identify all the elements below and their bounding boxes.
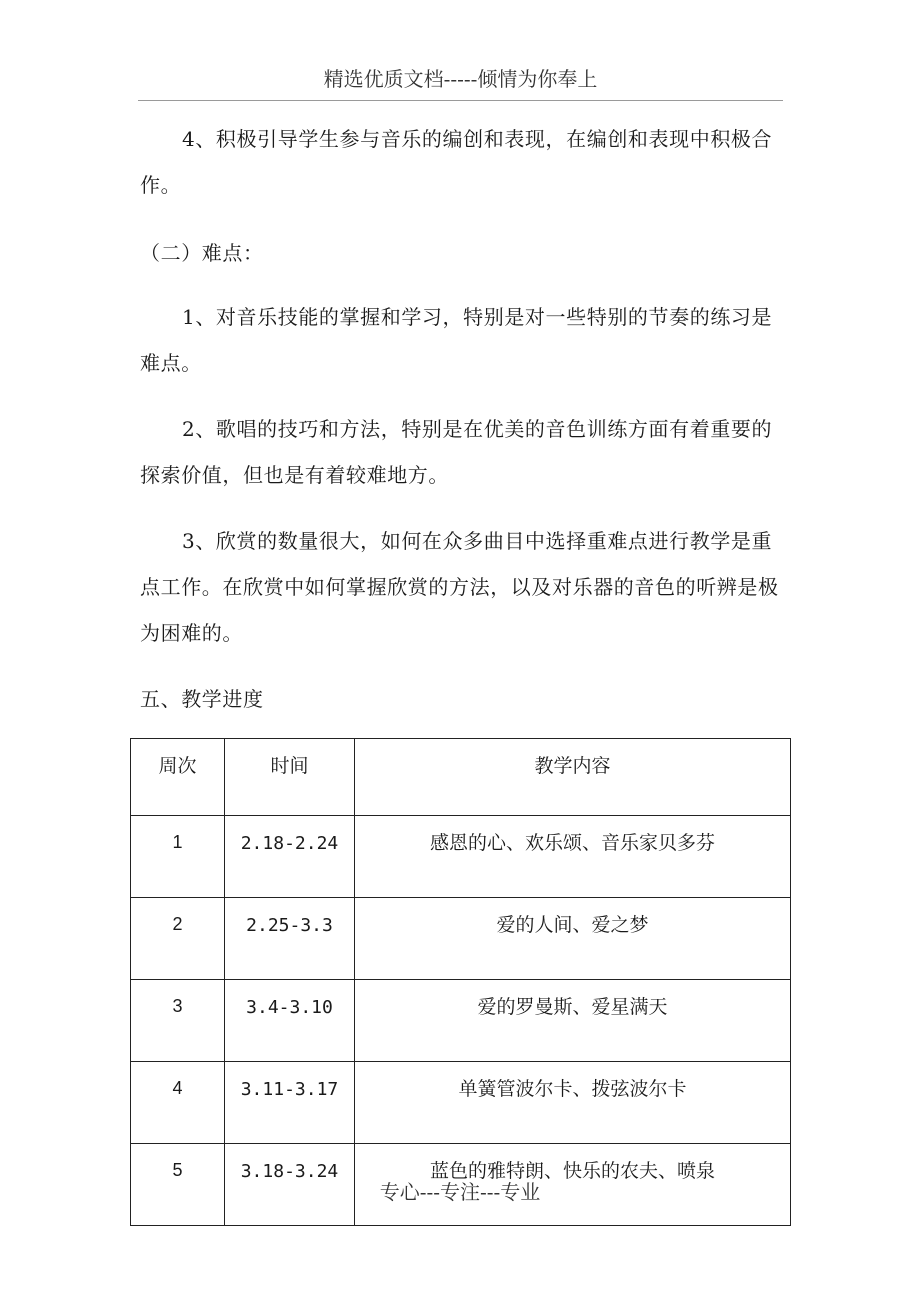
page-header: 精选优质文档-----倾情为你奉上 (138, 62, 783, 101)
paragraph-difficulty-2: 2、歌唱的技巧和方法，特别是在优美的音色训练方面有着重要的探索价值，但也是有着较难地方。 (140, 417, 773, 487)
cell-week: 1 (131, 816, 225, 898)
table-row (131, 816, 791, 898)
table-row (131, 898, 791, 980)
cell-week: 2 (131, 898, 225, 980)
cell-content: 感恩的心、欢乐颂、音乐家贝多芬 (355, 816, 791, 898)
table-row (131, 980, 791, 1062)
cell-week: 3 (131, 980, 225, 1062)
section-heading-schedule: 五、教学进度 (140, 687, 264, 711)
cell-week: 4 (131, 1062, 225, 1144)
paragraph-difficulty-1: 1、对音乐技能的掌握和学习，特别是对一些特别的节奏的练习是难点。 (140, 305, 773, 375)
page-footer: 专心---专注---专业 (379, 1180, 541, 1204)
cell-date: 3.11-3.17 (225, 1062, 355, 1144)
cell-content: 爱的人间、爱之梦 (355, 898, 791, 980)
cell-content: 蓝色的雅特朗、快乐的农夫、喷泉 (355, 1144, 791, 1226)
schedule-table (130, 738, 791, 1226)
paragraph-goal-4: 4、积极引导学生参与音乐的编创和表现，在编创和表现中积极合作。 (140, 127, 773, 197)
table-header-row (131, 739, 791, 816)
cell-week: 5 (131, 1144, 225, 1226)
header-week: 周次 (131, 739, 225, 816)
cell-content: 爱的罗曼斯、爱星满天 (355, 980, 791, 1062)
cell-date: 3.18-3.24 (225, 1144, 355, 1226)
cell-date: 2.25-3.3 (225, 898, 355, 980)
cell-content: 单簧管波尔卡、拨弦波尔卡 (355, 1062, 791, 1144)
header-content: 教学内容 (355, 739, 791, 816)
section-heading-difficulties: （二）难点： (140, 241, 264, 265)
paragraph-difficulty-3: 3、欣赏的数量很大，如何在众多曲目中选择重难点进行教学是重点工作。在欣赏中如何掌握欣赏的方法，以及对乐器的音色的听辨是极为困难的。 (140, 529, 779, 645)
table-row (131, 1062, 791, 1144)
cell-date: 2.18-2.24 (225, 816, 355, 898)
header-date: 时间 (225, 739, 355, 816)
cell-date: 3.4-3.10 (225, 980, 355, 1062)
